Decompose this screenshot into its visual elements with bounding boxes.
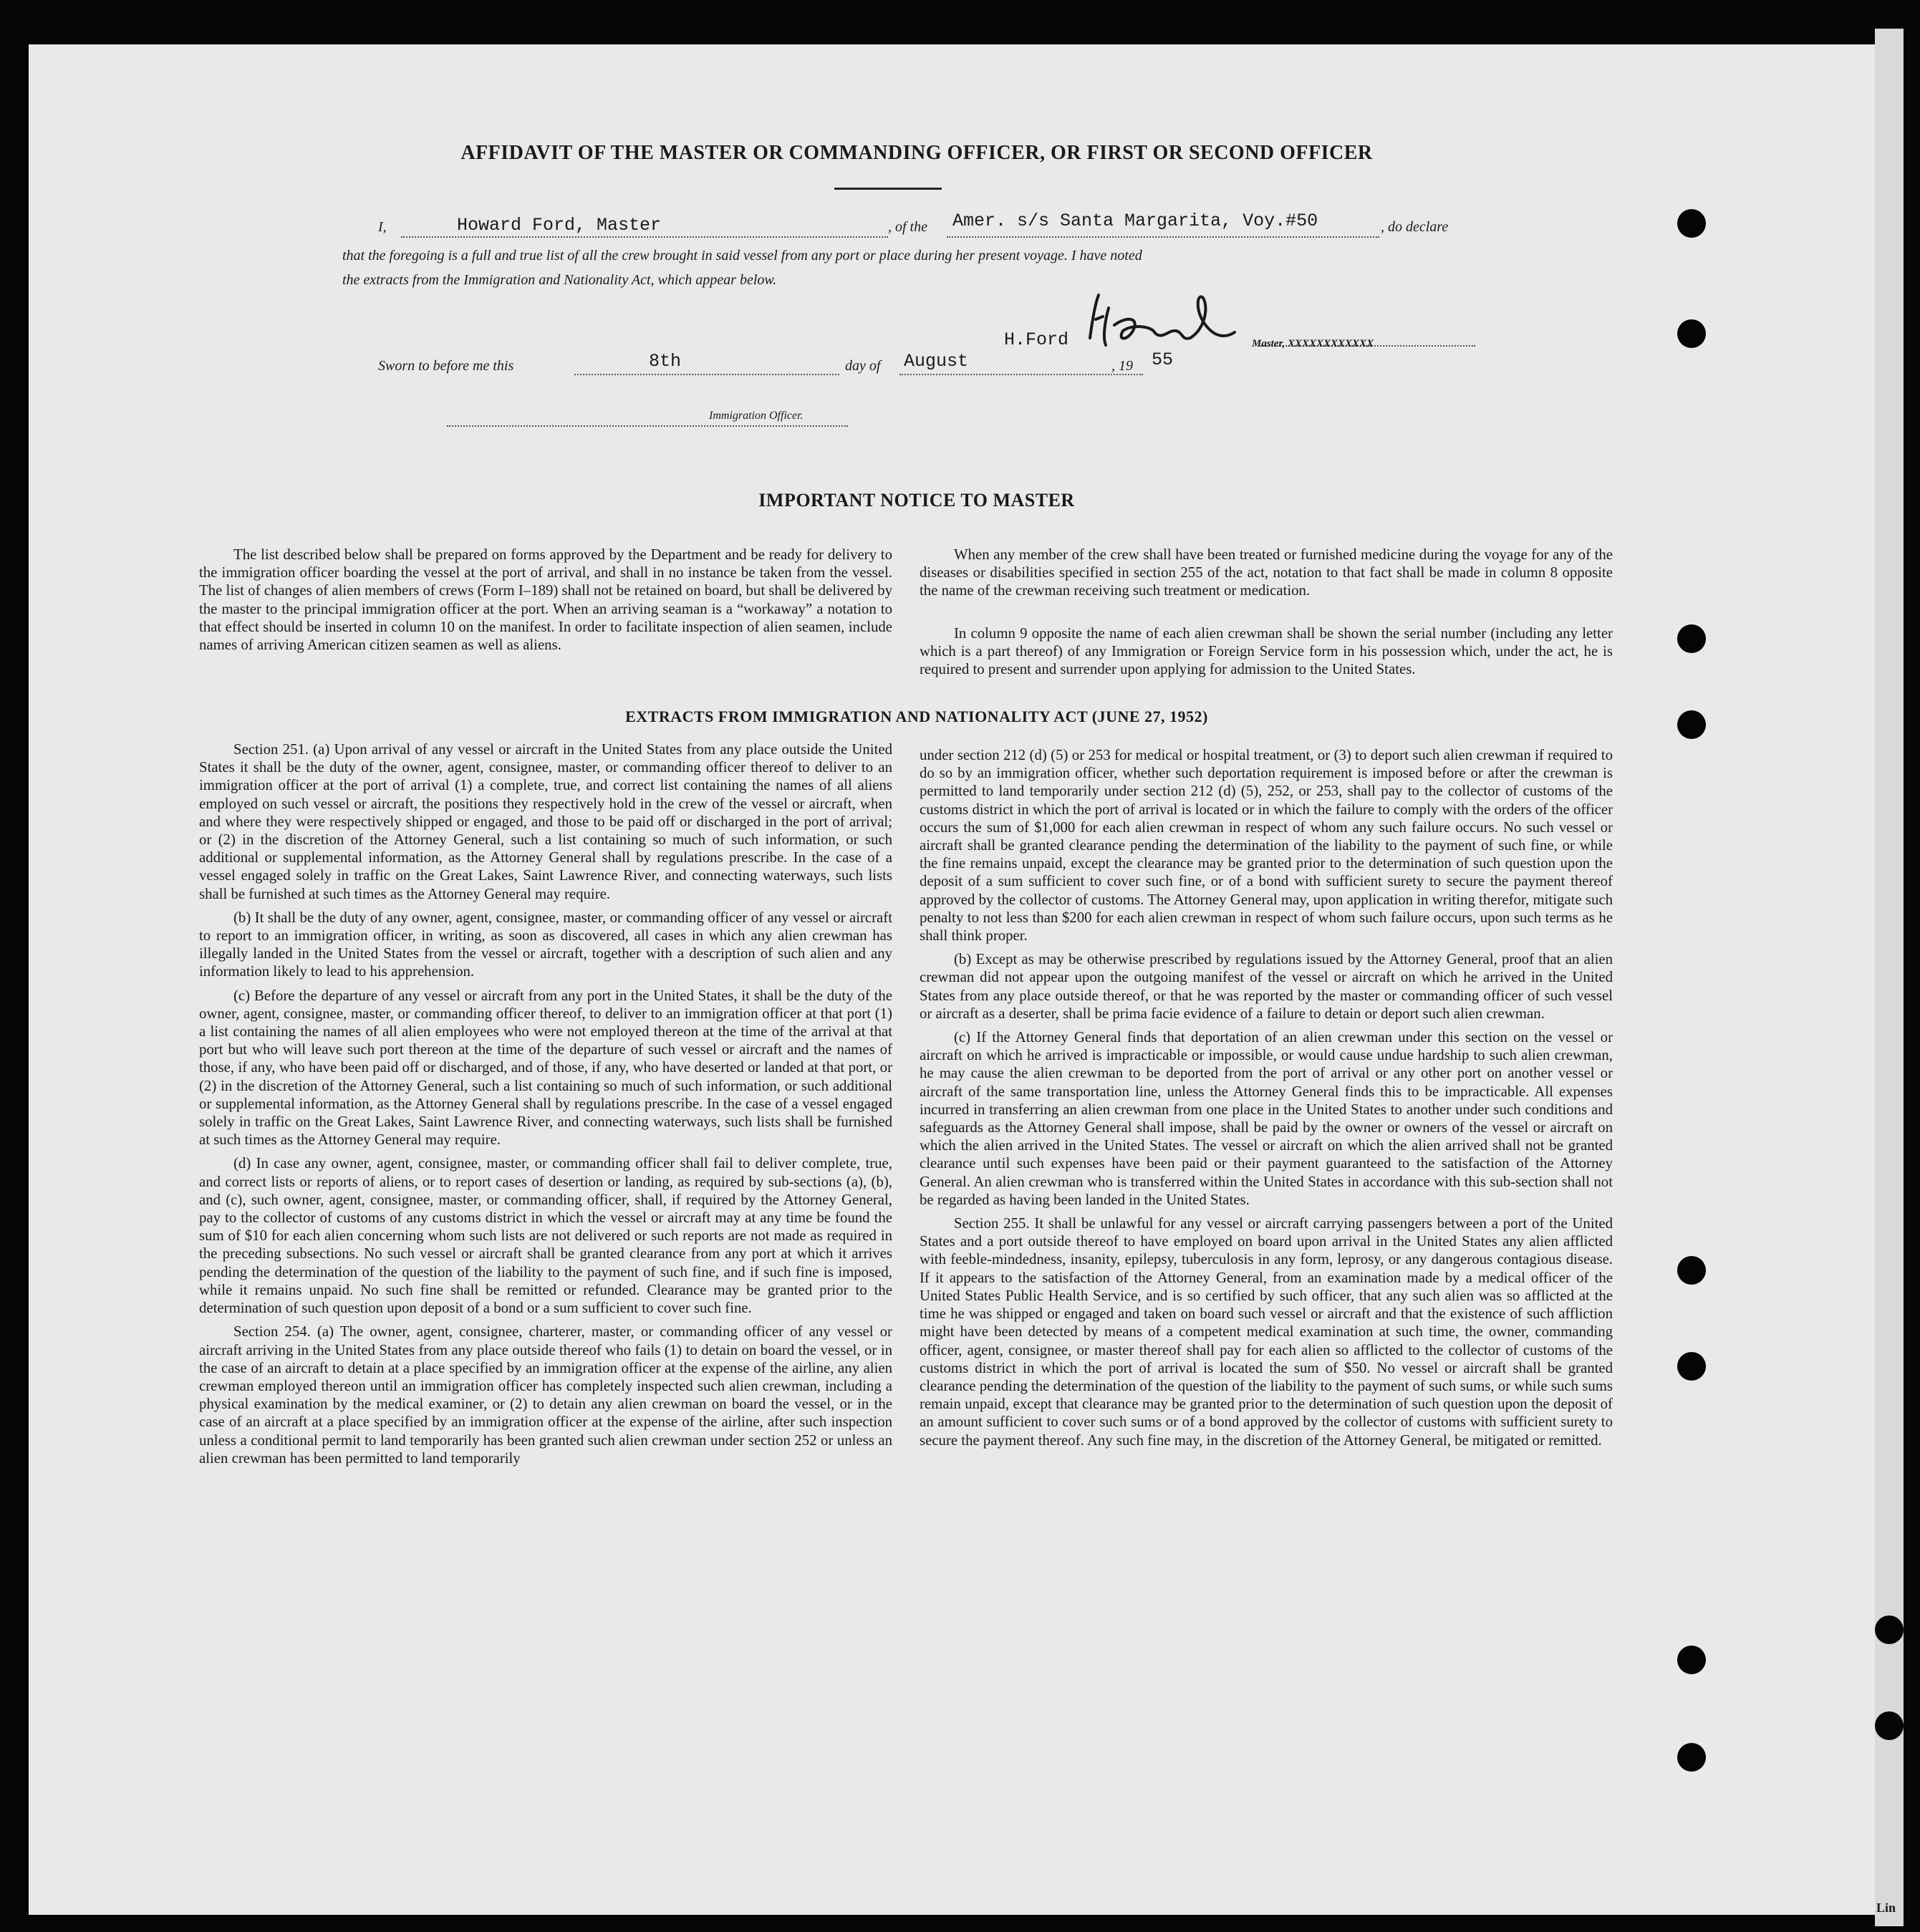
section-251-a: Section 251. (a) Upon arrival of any vessel or aircraft in the United States from any place outside the United States it shall be the duty of the owner, agent, consignee, master, or commanding officer thereof to deliver to an immigration officer at the port of arrival (1) a complete, true, and correct list containing the names of all aliens employed on such vessel or aircraft, the positions they respectively hold in the crew of the vessel or aircraft, when and where they were respectively shipped or engaged, and those to be paid off or discharged in the port of arrival; or (2) in the discretion of the Attorney General, such a list containing so much of such information, or such additional or supplemental information, as the Attorney General shall by regulations prescribe. In the case of a vessel engaged solely in traffic on the Great Lakes, Saint Lawrence River, and connecting waterways, such lists shall be furnished at such times as the Attorney General may require. xyxy=(199,741,892,902)
notice-right-paragraph-2: In column 9 opposite the name of each alien crewman shall be shown the serial number (including any letter which is a part thereof) of any Immigration or Foreign Service form in his possession which, under the act, he is required to present and surrender upon applying for admission to the United States. xyxy=(920,625,1613,678)
affidavit-title: AFFIDAVIT OF THE MASTER OR COMMANDING OFFICER, OR FIRST OR SECOND OFFICER xyxy=(460,142,1373,164)
typed-signer: H.Ford xyxy=(1004,329,1069,350)
section-254-b: (b) Except as may be otherwise prescribed by regulations issued by the Attorney General, proof that an alien crewman did not appear upon the outgoing manifest of the vessel or aircraft on which he arrived in the United States from any place outside thereof, or that he was reported by the master or commanding officer of such vessel or aircraft as a deserter, shall be prima facie evidence of a failure to detain or deport such alien crewman. xyxy=(920,951,1613,1022)
punch-hole xyxy=(1677,1256,1706,1285)
i-label: I, xyxy=(378,219,387,235)
day-of-label: day of xyxy=(845,358,881,374)
punch-hole xyxy=(1677,1743,1706,1772)
notice-right-paragraph-1: When any member of the crew shall have been treated or furnished medicine during the voyage for any of the diseases or disabilities specified in section 255 of the act, notation to that fact shall be made in column 8 opposite the name of the crewman receiving such treatment or medication. xyxy=(920,546,1613,599)
punch-hole xyxy=(1677,1352,1706,1381)
punch-hole xyxy=(1875,1615,1904,1644)
affidavit-line-3: the extracts from the Immigration and Nationality Act, which appear below. xyxy=(342,272,777,288)
immigration-officer-label: Immigration Officer. xyxy=(709,410,804,422)
sworn-day: 8th xyxy=(649,351,682,372)
extracts-left-column xyxy=(199,740,892,1467)
day-blank xyxy=(574,352,839,375)
master-name: Howard Ford, Master xyxy=(457,215,662,236)
year-prefix: , 19 xyxy=(1111,358,1133,374)
section-251-b: (b) It shall be the duty of any owner, agent, consignee, master, or commanding officer of any vessel or aircraft to report to an immigration officer, in writing, as soon as discovered, all cases in which any alien crewman has illegally landed in the United States from the vessel or aircraft, together with a description of such alien and any information likely to lead to his apprehension. xyxy=(199,909,892,980)
section-251-c: (c) Before the departure of any vessel or aircraft from any port in the United States, it shall be the duty of the owner, agent, consignee, master, or commanding officer thereof, to deliver to an immigration officer at that port (1) a list containing the names of all alien employees who were not employed thereon at the time of the arrival at that port but who will leave such port thereon at the time of the departure of such vessel or aircraft and the names of those, if any, who have been paid off or discharged, and of those, if any, who have deserted or landed at that port, or (2) in the discretion of the Attorney General, such a list containing so much of such information, or such additional or supplemental information, as the Attorney General shall by regulations prescribe. In the case of a vessel engaged solely in traffic on the Great Lakes, Saint Lawrence River, and connecting waterways, such lists shall be furnished at such times as the Attorney General may require. xyxy=(199,987,892,1149)
adjacent-page-text: Lin xyxy=(1876,1900,1896,1915)
section-254-c: (c) If the Attorney General finds that deportation of an alien crewman under this section on the vessel or aircraft on which he arrived is impracticable or impossible, or would cause undue hardship to such alien crewman, he may cause the alien crewman to be deported from the port of arrival or any other port on another vessel or aircraft of the same transportation line, unless the Attorney General finds this to be impracticable. All expenses incurred in transferring an alien crewman from one place in the United States to another under such conditions and safeguards as the Attorney General shall impose, shall be paid by the owner or owners of the vessel or aircraft on which the alien arrived in the United States. The vessel or aircraft on which the alien arrived shall not be granted clearance until such expenses have been paid or their payment guaranteed to the satisfaction of the Attorney General. An alien crewman who is transferred within the United States in accordance with this sub-section shall not be regarded as having been landed in the United States. xyxy=(920,1029,1613,1208)
section-254-a: Section 254. (a) The owner, agent, consignee, charterer, master, or commanding officer of any vessel or aircraft arriving in the United States from any place outside thereof who fails (1) to detain on board the vessel, or in the case of an aircraft to detain at a place specified by an immigration officer at the expense of the airline, any alien crewman employed thereon until an immigration officer has completely inspected such alien crewman, including a physical examination by the medical examiner, or (2) to detain any alien crewman on board the vessel, or in the case of an aircraft at a place specified by an immigration officer at the expense of the airline, after such inspection unless a conditional permit to land temporarily has been granted such alien crewman under section 252 or unless an alien crewman has been permitted to land temporarily xyxy=(199,1323,892,1467)
document-page xyxy=(29,44,1876,1915)
punch-hole xyxy=(1677,1646,1706,1674)
punch-hole xyxy=(1677,209,1706,238)
section-255: Section 255. It shall be unlawful for any vessel or aircraft carrying passengers between a port of the United States and a port outside thereof to have employed on board upon arrival in the United States any alien afflicted with feeble-mindedness, insanity, epilepsy, tuberculosis in any form, leprosy, or any dangerous contagious disease. If it appears to the satisfaction of the Attorney General, from an examination made by a medical officer of the United States Public Health Service, and is so certified by such officer, that any such alien was so afflicted at the time he was shipped or engaged and taken on board such vessel or aircraft and that the existence of such affliction might have been detected by means of a competent medical examination at such time, the owner, commanding officer, agent, consignee, or master thereof shall pay for each alien so afflicted to the collector of customs of the customs district in which the port of arrival is located the sum of $50. No vessel or aircraft shall be granted clearance pending the determination of the question of the liability to the payment of such sums, or while such sums remain unpaid, except that clearance may be granted prior to the determination of such question upon the deposit of an amount sufficient to cover such sums or of a bond approved by the collector of customs with sufficient surety to secure the payment thereof. Any such fine may, in the discretion of the Attorney General, be mitigated or remitted. xyxy=(920,1215,1613,1449)
punch-hole xyxy=(1677,319,1706,348)
master-label: Master, XXXXXXXXXXXX xyxy=(1252,338,1374,349)
sworn-month: August xyxy=(904,351,969,372)
affidavit-line-2: that the foregoing is a full and true list of all the crew brought in said vessel from any port or place during her present voyage. I have noted xyxy=(342,248,1142,264)
extracts-right-column xyxy=(920,746,1613,1449)
year-suffix: 55 xyxy=(1152,349,1174,370)
section-251-d: (d) In case any owner, agent, consignee, master, or commanding officer shall fail to deliver complete, true, and correct lists or reports of aliens, or to report cases of desertion or landing, as required by sub-sections (a), (b), and (c), such owner, agent, consignee, master, or commanding officer, shall, if required by the Attorney General, pay to the collector of customs of any customs district in which the vessel or aircraft may at any time be found the sum of $10 for each alien concerning whom such lists are not delivered or such reports are not made as required in the preceding subsections. No such vessel or aircraft shall be granted clearance from any port at which it arrives pending the determination of the question of the liability to the payment of such fine, and if such fine is imposed, while it remains unpaid. No such fine shall be remitted or refunded. Clearance may be granted prior to the determination of such question upon deposit of a bond or a sum sufficient to cover such fine. xyxy=(199,1155,892,1317)
punch-hole xyxy=(1875,1711,1904,1740)
notice-left-paragraph: The list described below shall be prepared on forms approved by the Department and be ready for delivery to the immigration officer boarding the vessel at the port of arrival, and shall in no instance be taken from the vessel. The list of changes of alien members of crews (Form I–189) shall not be retained on board, but shall be delivered by the master to the principal immigration officer at the port. When an arriving seaman is a “workaway” a notation to that effect should be inserted in column 10 on the manifest. In order to facilitate inspection of alien seamen, include names of arriving American citizen seamen as well as aliens. xyxy=(199,546,892,654)
extracts-heading: EXTRACTS FROM IMMIGRATION AND NATIONALITY ACT (JUNE 27, 1952) xyxy=(625,707,1208,725)
sworn-label: Sworn to before me this xyxy=(378,358,514,374)
declare-label: , do declare xyxy=(1381,219,1449,235)
section-254-a-continued: under section 212 (d) (5) or 253 for medical or hospital treatment, or (3) to deport such alien crewman if required to do so by an immigration officer, whether such deportation requirement is imposed before or after the crewman is permitted to land temporarily under section 212 (d) (5), 252, or 253, shall pay to the collector of customs of the customs district in which the port of arrival is located or in which the failure to comply with the orders of the officer occurs the sum of $1,000 for each alien crewman in respect of whom any such failure occurs. No such vessel or aircraft shall be granted clearance pending the determination of the liability to the payment of such fine, or while the fine remains unpaid, except the clearance may be granted prior to the determination of such question upon the deposit of a sum sufficient to cover such fine, or of a bond with sufficient surety to secure the payment thereof approved by the collector of customs. The Attorney General may, upon application in writing therefor, mitigate such penalty to not less than $200 for each alien crewman in respect of whom such failure occurs, upon such terms as he shall think proper. xyxy=(920,747,1613,945)
title-rule xyxy=(834,188,942,190)
officer-signature-line xyxy=(447,424,848,427)
of-the-label: , of the xyxy=(888,219,927,235)
vessel-name: Amer. s/s Santa Margarita, Voy.#50 xyxy=(952,211,1318,231)
punch-hole xyxy=(1677,710,1706,739)
notice-heading: IMPORTANT NOTICE TO MASTER xyxy=(758,490,1075,511)
punch-hole xyxy=(1677,624,1706,653)
